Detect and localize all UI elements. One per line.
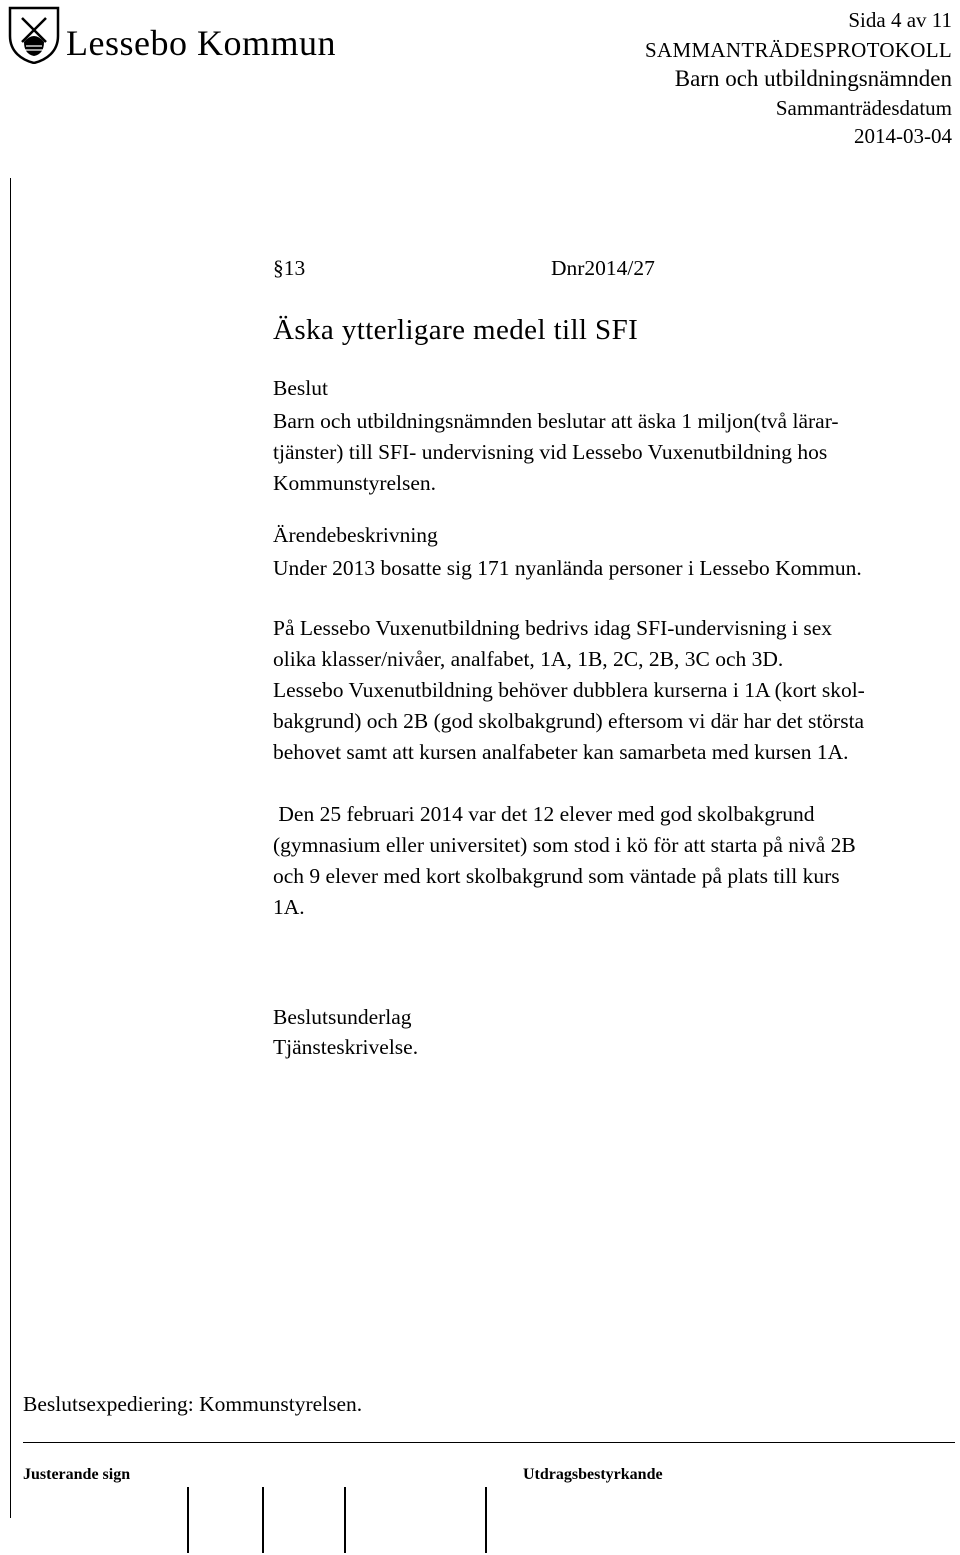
board-name: Barn och utbildningsnämnden	[674, 66, 952, 91]
case-number: Dnr2014/27	[551, 256, 655, 280]
municipality-crest-logo	[8, 6, 60, 64]
text-line: På Lessebo Vuxenutbildning bedrivs idag SFI-undervisning i sex	[273, 616, 833, 640]
meeting-date: 2014-03-04	[854, 124, 952, 148]
double-courses-paragraph	[273, 675, 943, 768]
page-number: Sida 4 av 11	[848, 8, 952, 32]
text-line: tjänster) till SFI- undervisning vid Lessebo Vuxenutbildning hos	[273, 440, 828, 464]
extract-certification-label: Utdragsbestyrkande	[523, 1466, 663, 1483]
text-line: 1A.	[273, 895, 305, 919]
item-title: Äska ytterligare medel till SFI	[273, 314, 639, 346]
municipality-logo-text: Lessebo Kommun	[66, 23, 336, 63]
text-line: olika klasser/nivåer, analfabet, 1A, 1B, 2C, 2B, 3C och 3D.	[273, 647, 784, 671]
adjusting-signature-label: Justerande sign	[23, 1466, 131, 1483]
decision-basis-text: Tjänsteskrivelse.	[273, 1035, 419, 1059]
case-description-heading: Ärendebeskrivning	[273, 523, 438, 547]
signature-box-divider	[344, 1487, 346, 1553]
case-description-text	[273, 553, 943, 584]
signature-box-divider	[485, 1487, 487, 1553]
text-line: behovet samt att kursen analfabeter kan samarbeta med kursen 1A.	[273, 740, 849, 764]
sfi-paragraph	[273, 613, 943, 675]
decision-dispatch: Beslutsexpediering: Kommunstyrelsen.	[23, 1392, 363, 1416]
margin-rule	[10, 178, 11, 1518]
text-line: Barn och utbildningsnämnden beslutar att äska 1 miljon(två lärar-	[273, 409, 839, 433]
text-line: och 9 elever med kort skolbakgrund som väntade på plats till kurs	[273, 864, 840, 888]
text-line: Den 25 februari 2014 var det 12 elever med god skolbakgrund	[273, 802, 815, 826]
text-line: (gymnasium eller universitet) som stod i kö för att starta på nivå 2B	[273, 833, 856, 857]
february-queue-paragraph	[273, 799, 943, 923]
paragraph-number: §13	[273, 256, 306, 280]
signature-box-divider	[262, 1487, 264, 1553]
meeting-date-label: Sammanträdesdatum	[775, 96, 952, 120]
text-line: bakgrund) och 2B (god skolbakgrund) eftersom vi där har det största	[273, 709, 865, 733]
footer-divider	[23, 1442, 955, 1443]
text-line: Under 2013 bosatte sig 171 nyanlända personer i Lessebo Kommun.	[273, 556, 862, 580]
text-line: Lessebo Vuxenutbildning behöver dubblera kurserna i 1A (kort skol-	[273, 678, 865, 702]
decision-text	[273, 406, 943, 499]
signature-box-divider	[187, 1487, 189, 1553]
text-line: Kommunstyrelsen.	[273, 471, 437, 495]
decision-basis-heading: Beslutsunderlag	[273, 1005, 412, 1029]
document-type: SAMMANTRÄDESPROTOKOLL	[645, 38, 952, 62]
decision-heading: Beslut	[273, 376, 328, 400]
